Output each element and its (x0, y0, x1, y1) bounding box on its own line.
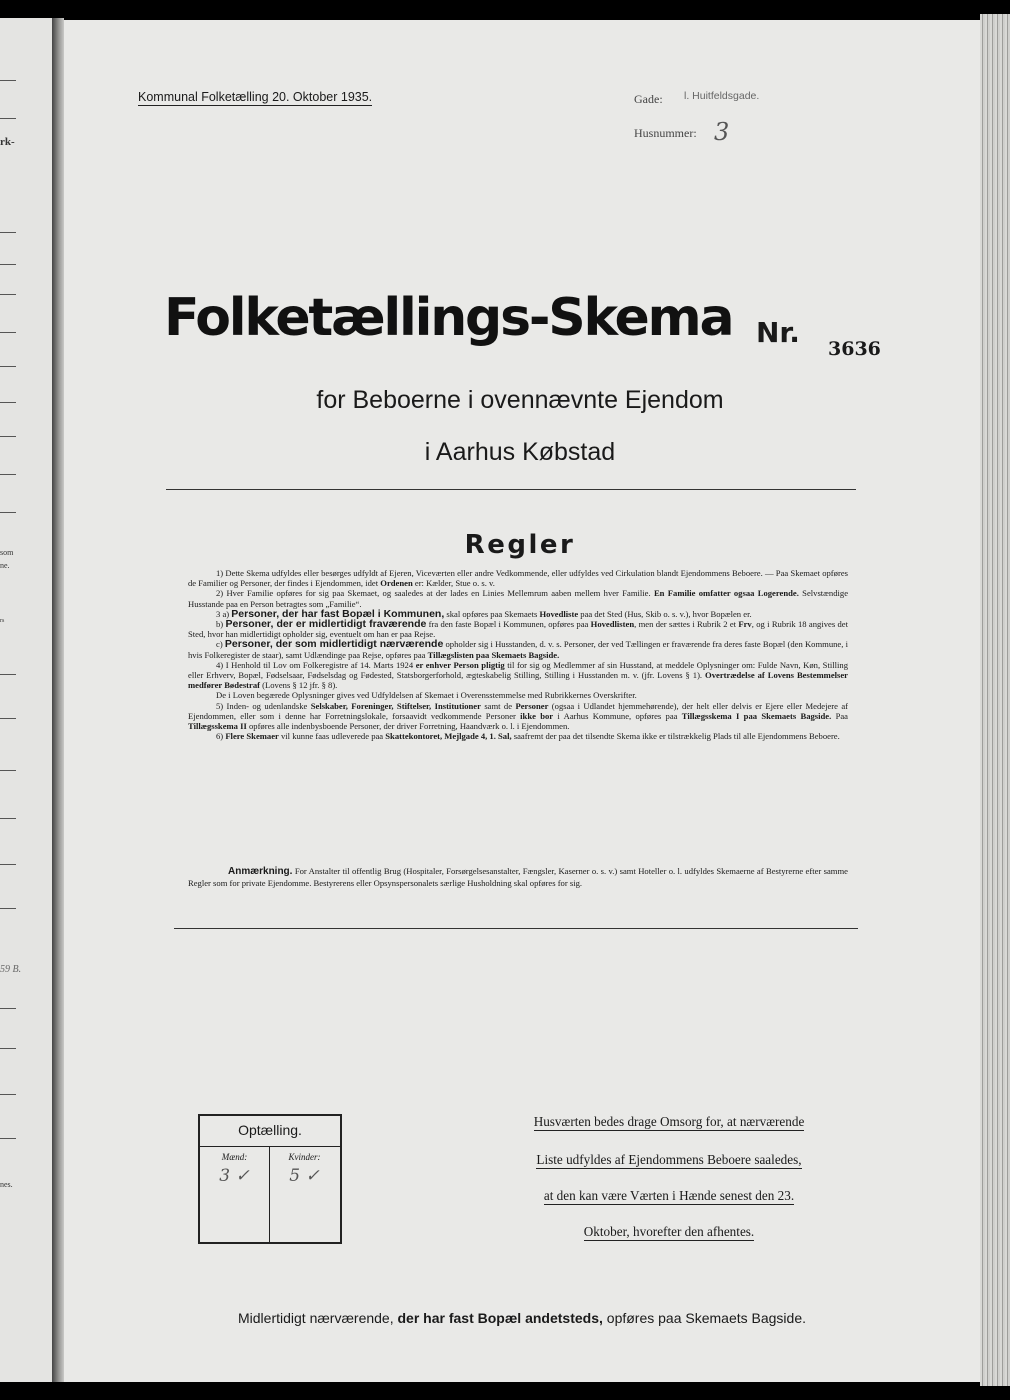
rule-text: samt de (480, 700, 516, 711)
rule-text: fra den faste Bopæl i Kommunen, opføres paa (426, 619, 591, 630)
rule-text: vil kunne faas udleverede paa (278, 731, 386, 742)
rule-5 (188, 701, 848, 732)
footer-note (164, 1310, 880, 1326)
rules-text (188, 568, 848, 741)
rule-text: Selvstændige Husstande paa en Person betragtes som „Familie“. (188, 588, 849, 609)
ruled-line (0, 674, 16, 675)
rule-emphasis: er enhver Person pligtig (415, 659, 505, 670)
rule-text: skal opføres paa Skemaets (444, 608, 540, 619)
ruled-line (0, 1008, 16, 1009)
ruled-line (0, 770, 16, 771)
rule-emphasis: Tillægsskema I paa Skemaets Bagside. (681, 710, 832, 721)
remark-paragraph (188, 866, 848, 888)
rule-2 (188, 588, 848, 608)
rule-emphasis: ikke bor (520, 710, 554, 721)
ruled-line (0, 1048, 16, 1049)
rules-heading: Regler (464, 530, 576, 560)
rule-heading: Personer, der er midlertidigt fraværende (225, 618, 427, 631)
tally-title: Optælling. (238, 1122, 302, 1138)
ruled-line (0, 264, 16, 265)
rule-text: 5) Inden- og udenlandske (216, 700, 311, 711)
form-number-value: 3636 (828, 338, 881, 360)
rule-heading: Personer, der har fast Bopæl i Kommunen, (231, 607, 445, 620)
house-number-label: Husnummer: (634, 126, 697, 140)
rule-emphasis: Flere Skemaer (225, 731, 279, 742)
rule-emphasis: Tillægsskema II (188, 721, 247, 732)
ruled-line (0, 294, 16, 295)
ruled-line (0, 80, 16, 81)
book-gutter (52, 18, 64, 1382)
remark-text: For Anstalter til offentlig Brug (Hospitaler, Forsørgelsesanstalter, Fængsler, Kaserner o. s. v.) samt Hoteller o. l. udfyldes Skemaerne af Bestyrerne efter samme Regler som for private Ejendomme. Bestyrerens eller Opsynspersonalets særlige Husholdning skal opføres for sig. (188, 866, 848, 888)
instruction-line (504, 1188, 834, 1204)
street-label: Gade: (634, 92, 663, 106)
rule-emphasis: Hovedliste (539, 608, 579, 619)
left-fragment-text: som (0, 548, 14, 557)
rule-4b: De i Loven begærede Oplysninger gives ved Udfyldelsen af Skemaet i Overensstemmelse med Rubrikkernes Overskrifter. (216, 690, 637, 701)
ruled-line (0, 864, 16, 865)
rule-1 (188, 568, 848, 588)
rule-text: saafremt der paa det tilsendte Skema ikke er tilstrækkelig Plads til alle Ejendommens Beboere. (511, 731, 840, 742)
divider (166, 489, 856, 490)
instruction-text: at den kan være Værten i Hænde senest den 23. (543, 1188, 795, 1203)
ruled-line (0, 366, 16, 367)
left-fragment-text: ne. (0, 561, 10, 570)
rule-text: 1) Dette Skema udfyldes eller besørges udfyldt af Ejeren, Viceværten eller andre Vedkommende, eller udfyldes ved Cirkulation blandt Ejendommens Beboere. — Paa Skemaet opføres de Familier og Personer, der findes i Ejendommen, idet (188, 568, 848, 589)
rule-emphasis: Ordenen (380, 578, 413, 589)
form-title: Folketællings-Skema (164, 288, 733, 348)
page-edge-stack (980, 14, 1010, 1386)
rule-text: Paa (831, 710, 848, 721)
rule-6 (188, 731, 848, 741)
rule-text: opholder sig i Husstanden, d. v. s. Personer, der ved Tællingen er fraværende fra deres faste Bopæl (den Kommune, i hvis Folkeregister de staar), samt Udlændinge paa Rejse, opføres paa (188, 639, 848, 660)
ruled-line (0, 818, 16, 819)
census-form-page (64, 20, 980, 1382)
rule-text: , og i Rubrik 18 angives det Sted, hvor han midlertidigt opholder sig, eventuelt om han er paa Rejse. (188, 619, 848, 640)
rule-text: (Lovens § 12 jfr. § 8). (260, 680, 338, 691)
left-fragment-text: nes. (0, 1180, 13, 1189)
rule-text: 6) (216, 731, 226, 742)
instruction-line (504, 1224, 834, 1240)
footer-text: opføres paa Skemaets Bagside. (602, 1310, 806, 1326)
men-label: Mænd: (221, 1152, 248, 1162)
footer-text: Midlertidigt nærværende, (237, 1310, 398, 1326)
women-count: 5 ✓ (289, 1166, 320, 1186)
tally-rule (200, 1146, 340, 1147)
ruled-line (0, 1138, 16, 1139)
rule-emphasis: En Familie omfatter ogsaa Logerende. (653, 588, 799, 599)
ruled-line (0, 118, 16, 119)
form-number-label: Nr. (756, 316, 800, 349)
rule-text: er: Kælder, Stue o. s. v. (412, 578, 495, 589)
rule-text: paa det Sted (Hus, Skib o. s. v.), hvor Bopælen er. (578, 608, 752, 619)
left-fragment-text: rk- (0, 136, 15, 148)
rule-emphasis: Tillægslisten paa Skemaets Bagside. (427, 649, 560, 660)
rule-4 (188, 660, 848, 691)
men-count: 3 ✓ (219, 1166, 250, 1186)
instruction-text: Liste udfyldes af Ejendommens Beboere saaledes, (536, 1152, 802, 1167)
rule-emphasis: Selskaber, Foreninger, Stiftelser, Institutioner (310, 700, 481, 711)
rule-text: i Aarhus Kommune, opføres paa (553, 710, 682, 721)
rule-emphasis: Personer (515, 700, 549, 711)
rule-emphasis: Hovedlisten (590, 619, 635, 630)
census-header: Kommunal Folketælling 20. Oktober 1935. (138, 90, 373, 104)
rule-emphasis: Skattekontoret, Mejlgade 4, 1. Sal, (385, 731, 512, 742)
tally-box (198, 1114, 342, 1244)
instruction-text: Oktober, hvorefter den afhentes. (583, 1224, 755, 1239)
left-fragment-handwriting: 59 B. (0, 964, 22, 975)
footer-emphasis: der har fast Bopæl andetsteds, (397, 1310, 603, 1326)
ruled-line (0, 512, 16, 513)
remark-heading: Anmærkning. (228, 866, 293, 877)
instruction-text: Husværten bedes drage Omsorg for, at nærværende (533, 1114, 805, 1129)
ruled-line (0, 402, 16, 403)
rule-text: (ogsaa i Udlandet hjemmehørende), der helt eller delvis er Ejere eller Medejere af Ejendommen, eller som i denne har Forretningslokale, forsaavidt vedkommende Personer (188, 700, 849, 721)
rule-heading: Personer, der som midlertidigt nærværende (224, 638, 444, 651)
rule-text: opføres alle indenbysboende Personer, der driver Forretning, Haandværk o. l. i Ejendommen. (246, 721, 570, 732)
rule-number: c) (216, 639, 223, 650)
remark (188, 866, 848, 888)
instruction-line (504, 1114, 834, 1130)
ruled-line (0, 1094, 16, 1095)
ruled-line (0, 232, 16, 233)
left-fragment-text: rs (0, 618, 5, 624)
ruled-line (0, 908, 16, 909)
ruled-line (0, 718, 16, 719)
house-number-value: 3 (714, 118, 730, 146)
left-page-fragment (0, 18, 52, 1382)
ruled-line (0, 436, 16, 437)
rule-3c (188, 639, 848, 659)
rule-text: til for sig og Medlemmer af sin Husstand, at meddele Oplysninger om: Fulde Navn, Køn, Stilling eller Erhverv, Bopæl, Fødselsaar, Fødselsdag og Fødested, Statsborgerforhold, ægteskabelig Stilling, Stilling i Husstanden m. v. (jfr. Lovens § 1). (188, 659, 848, 681)
rule-3b (188, 619, 848, 639)
instruction-line (504, 1152, 834, 1168)
rule-text: 4) I Henhold til Lov om Folkeregistre af 14. Marts 1924 (216, 659, 416, 670)
women-label: Kvinder: (288, 1152, 321, 1162)
rule-number: b) (216, 619, 224, 630)
rule-emphasis: Overtrædelse af Lovens Bestemmelser medfører Bødestraf (188, 670, 848, 691)
divider (174, 928, 858, 929)
ruled-line (0, 474, 16, 475)
form-subtitle: for Beboerne i ovennævnte Ejendom (316, 386, 724, 414)
form-subtitle-city: i Aarhus Købstad (424, 438, 616, 466)
rule-number: 3 a) (216, 608, 230, 619)
ruled-line (0, 332, 16, 333)
rule-text: , men der sættes i Rubrik 2 et (634, 619, 739, 630)
rule-text: 2) Hver Familie opføres for sig paa Skemaet, og saaledes at der lades en Linies Mellemrum aaben mellem hver Familie. (216, 588, 654, 599)
rule-emphasis: Frv (738, 619, 752, 630)
street-value: l. Huitfeldsgade. (684, 90, 760, 102)
